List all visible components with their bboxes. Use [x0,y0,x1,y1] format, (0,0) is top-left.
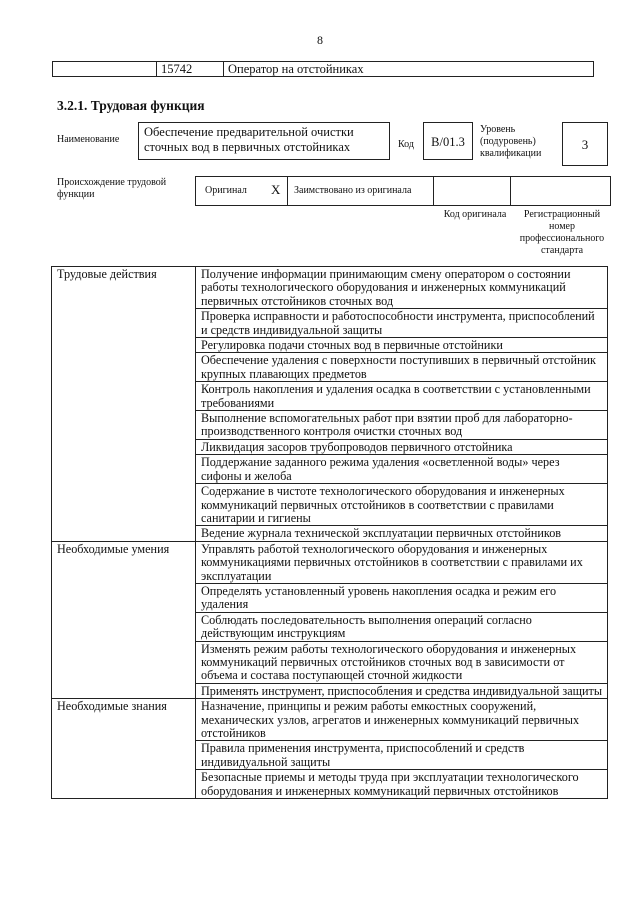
level-box [562,122,608,166]
function-details-table [51,266,608,799]
list-item: Содержание в чистоте технологического оборудования и инженерных коммуникаций первичных отстойников в соответствии с правилами санитарии и гигиены [196,484,608,526]
divider [433,177,434,205]
section-title: 3.2.1. Трудовая функция [57,98,205,113]
name-label: Наименование [57,134,120,145]
function-name-value: Обеспечение предварительной очистки сточных вод в первичных отстойниках [144,125,354,154]
list-item: Обеспечение удаления с поверхности поступивших в первичный отстойник крупных плавающих предметов [196,353,608,382]
list-item: Правила применения инструмента, приспособлений и средств индивидуальной защиты [196,741,608,770]
borrowed-label: Заимствовано из оригинала [294,185,412,196]
occupation-code: 15742 [157,62,224,77]
occupation-code-table [52,61,594,77]
list-item: Изменять режим работы технологического оборудования и инженерных коммуникаций первичных отстойников сточных вод в зависимости от объема и состава поступающей сточной жидкости [196,641,608,683]
level-label: Уровень (подуровень) квалификации [480,124,542,159]
origin-row [195,176,611,206]
function-code-value: B/01.3 [431,135,465,149]
empty-cell [53,62,157,77]
list-item: Проверка исправности и работоспособности инструмента, приспособлений и средств индивидуальной защиты [196,309,608,338]
level-value: 3 [581,137,589,152]
list-item: Ликвидация засоров трубопроводов первичного отстойника [196,439,608,454]
list-item: Управлять работой технологического оборудования и инженерных коммуникациями первичных отстойников в соответствии с правилами их эксплуатации [196,541,608,583]
original-mark: X [271,182,281,197]
function-name-box [138,122,390,160]
original-label: Оригинал [205,185,247,196]
page-number: 8 [317,33,323,47]
function-code-box [423,122,473,160]
occupation-title: Оператор на отстойниках [224,62,594,77]
section-heading: Необходимые знания [52,699,196,799]
list-item: Регулировка подачи сточных вод в первичные отстойники [196,338,608,353]
table-row [52,267,608,309]
section-heading: Необходимые умения [52,541,196,698]
list-item: Безопасные приемы и методы труда при эксплуатации технологического оборудования и инженерных коммуникаций первичных отстойников [196,770,608,799]
list-item: Соблюдать последовательность выполнения операций согласно действующим инструкциям [196,612,608,641]
list-item: Поддержание заданного режима удаления «осветленной воды» через сифоны и желоба [196,455,608,484]
code-original-caption: Код оригинала [443,209,507,220]
reg-number-caption: Регистрационный номер профессионального стандарта [519,209,605,256]
table-row [52,541,608,583]
list-item: Назначение, принципы и режим работы емкостных сооружений, механических узлов, агрегатов и инженерных коммуникаций первичных отстойников [196,699,608,741]
divider [287,177,288,205]
list-item: Выполнение вспомогательных работ при взятии проб для лабораторно-производственного контроля очистки сточных вод [196,411,608,440]
list-item: Контроль накопления и удаления осадка в соответствии с установленными требованиями [196,382,608,411]
list-item: Определять установленный уровень накопления осадка и режим его удаления [196,583,608,612]
code-label: Код [398,139,414,150]
list-item: Применять инструмент, приспособления и средства индивидуальной защиты [196,683,608,698]
section-heading: Трудовые действия [52,267,196,542]
origin-label: Происхождение трудовой функции [57,177,167,200]
list-item: Получение информации принимающим смену оператором о состоянии работы технологического оборудования и инженерных коммуникаций первичных отстойников сточных вод [196,267,608,309]
list-item: Ведение журнала технической эксплуатации первичных отстойников [196,526,608,541]
table-row [52,699,608,741]
divider [510,177,511,205]
